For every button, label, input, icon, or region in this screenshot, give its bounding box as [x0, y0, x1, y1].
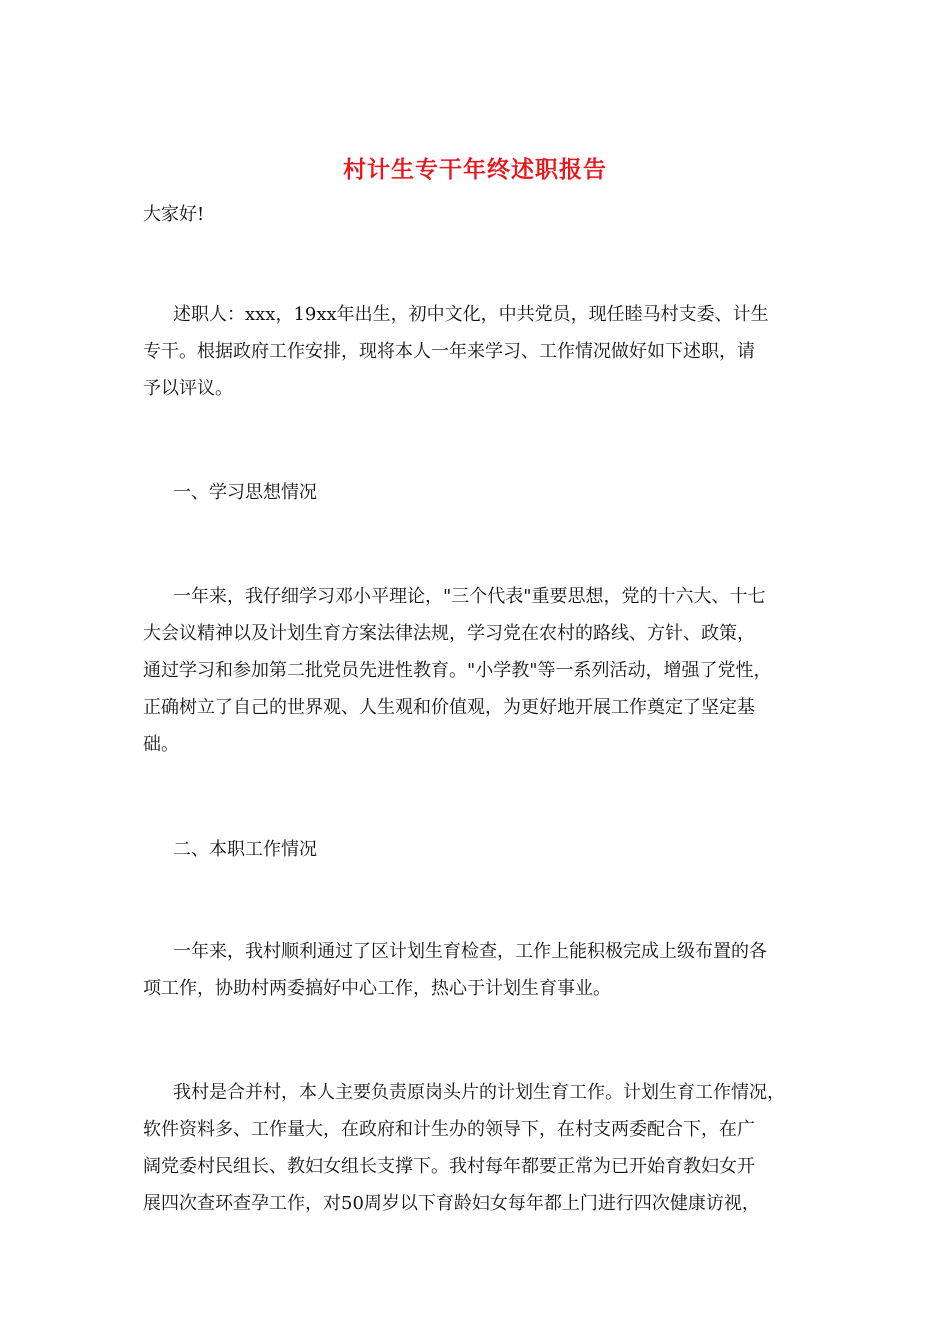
paragraph-line: 正确树立了自己的世界观、人生观和价值观，为更好地开展工作奠定了坚定基: [143, 697, 755, 718]
paragraph-line: 一年来，我村顺利通过了区计划生育检查，工作上能积极完成上级布置的各: [173, 941, 767, 962]
paragraph-line: 项工作，协助村两委搞好中心工作，热心于计划生育事业。: [143, 978, 611, 999]
heading-text: 一、学习思想情况: [173, 482, 317, 503]
section-heading-2: [143, 831, 813, 868]
paragraph-line: 软件资料多、工作量大，在政府和计生办的领导下，在村支两委配合下，在广: [143, 1119, 755, 1140]
greeting-text: 大家好!: [143, 204, 205, 225]
paragraph-line: 础。: [143, 734, 179, 755]
paragraph-line: 专干。根据政府工作安排，现将本人一年来学习、工作情况做好如下述职，请: [143, 341, 755, 362]
paragraph-line: 阔党委村民组长、教妇女组长支撑下。我村每年都要正常为已开始育教妇女开: [143, 1156, 755, 1177]
paragraph-work: [143, 933, 813, 1007]
paragraph-line: 我村是合并村，本人主要负责原岗头片的计划生育工作。计划生育工作情况，: [173, 1082, 785, 1103]
paragraph-line: 展四次查环查孕工作，对50周岁以下育龄妇女每年都上门进行四次健康访视，: [143, 1193, 760, 1214]
heading-text: 二、本职工作情况: [173, 839, 317, 860]
paragraph-study: [143, 578, 813, 763]
paragraph-line: 通过学习和参加第二批党员先进性教育。"小学教"等一系列活动，增强了党性，: [143, 660, 772, 681]
paragraph-line: 予以评议。: [143, 378, 233, 399]
paragraph-intro: [143, 296, 813, 407]
document-title: 村计生专干年终述职报告: [343, 156, 607, 183]
paragraph-line: 一年来，我仔细学习邓小平理论，"三个代表"重要思想，党的十六大、十七: [173, 586, 766, 607]
paragraph-line: 述职人：xxx，19xx年出生，初中文化，中共党员，现任睦马村支委、计生: [173, 304, 769, 325]
section-heading-1: [143, 474, 813, 511]
greeting: [143, 196, 813, 233]
paragraph-village: [143, 1074, 813, 1222]
paragraph-line: 大会议精神以及计划生育方案法律法规，学习党在农村的路线、方针、政策，: [143, 623, 755, 644]
